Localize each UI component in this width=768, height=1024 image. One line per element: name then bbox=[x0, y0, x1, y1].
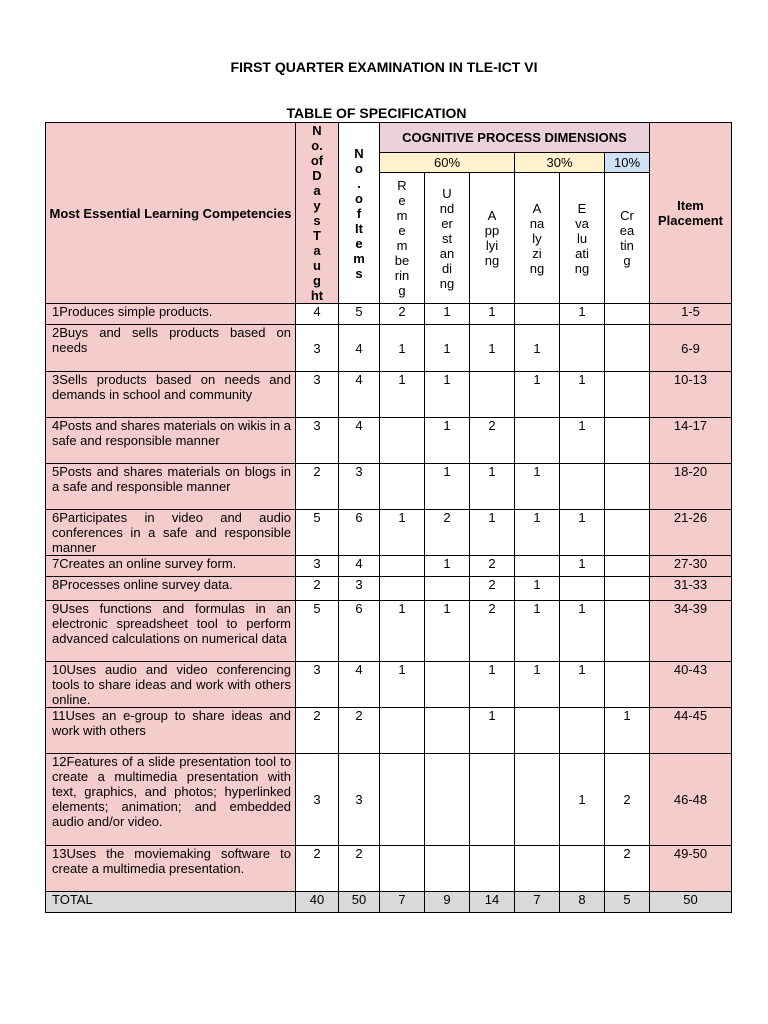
table-row bbox=[46, 372, 732, 418]
total-cre: 5 bbox=[605, 892, 650, 913]
items-cell: 3 bbox=[339, 464, 380, 510]
ana-cell bbox=[515, 708, 560, 754]
competency-cell: 2Buys and sells products based on needs bbox=[46, 325, 296, 372]
app-cell: 2 bbox=[470, 601, 515, 662]
items-cell: 5 bbox=[339, 304, 380, 325]
rem-cell bbox=[380, 754, 425, 846]
days-cell: 3 bbox=[296, 556, 339, 577]
eva-cell bbox=[560, 708, 605, 754]
rem-cell bbox=[380, 556, 425, 577]
table-row bbox=[46, 601, 732, 662]
ana-cell bbox=[515, 304, 560, 325]
table-row bbox=[46, 846, 732, 892]
competency-cell: 4Posts and shares materials on wikis in a safe and responsible manner bbox=[46, 418, 296, 464]
rem-cell bbox=[380, 708, 425, 754]
cre-cell bbox=[605, 662, 650, 708]
days-cell: 5 bbox=[296, 510, 339, 556]
items-cell: 6 bbox=[339, 601, 380, 662]
placement-cell: 40-43 bbox=[650, 662, 732, 708]
total-ana: 7 bbox=[515, 892, 560, 913]
eva-cell bbox=[560, 464, 605, 510]
days-cell: 2 bbox=[296, 464, 339, 510]
days-cell: 5 bbox=[296, 601, 339, 662]
header-days-taught: N o. of D a y s T a u g ht bbox=[296, 123, 339, 304]
app-cell bbox=[470, 754, 515, 846]
ana-cell: 1 bbox=[515, 662, 560, 708]
und-cell: 1 bbox=[425, 464, 470, 510]
rem-cell: 1 bbox=[380, 372, 425, 418]
cre-cell bbox=[605, 304, 650, 325]
header-pct-60: 60% bbox=[380, 153, 515, 173]
items-cell: 2 bbox=[339, 708, 380, 754]
app-cell: 1 bbox=[470, 662, 515, 708]
app-cell: 1 bbox=[470, 464, 515, 510]
und-cell: 1 bbox=[425, 325, 470, 372]
total-rem: 7 bbox=[380, 892, 425, 913]
items-cell: 3 bbox=[339, 754, 380, 846]
items-cell: 4 bbox=[339, 372, 380, 418]
und-cell bbox=[425, 754, 470, 846]
header-creating: Cr ea tin g bbox=[605, 173, 650, 304]
placement-cell: 44-45 bbox=[650, 708, 732, 754]
competency-cell: 10Uses audio and video conferencing tools to share ideas and work with others online. bbox=[46, 662, 296, 708]
specification-table bbox=[45, 122, 732, 913]
eva-cell bbox=[560, 577, 605, 601]
app-cell bbox=[470, 846, 515, 892]
total-placement: 50 bbox=[650, 892, 732, 913]
app-cell: 2 bbox=[470, 577, 515, 601]
header-understanding: U nd er st an di ng bbox=[425, 173, 470, 304]
competency-cell: 9Uses functions and formulas in an electronic spreadsheet tool to perform advanced calculations on numerical data bbox=[46, 601, 296, 662]
und-cell: 1 bbox=[425, 601, 470, 662]
placement-cell: 10-13 bbox=[650, 372, 732, 418]
placement-cell: 18-20 bbox=[650, 464, 732, 510]
total-label: TOTAL bbox=[46, 892, 296, 913]
days-cell: 3 bbox=[296, 662, 339, 708]
header-evaluating: E va lu ati ng bbox=[560, 173, 605, 304]
ana-cell bbox=[515, 418, 560, 464]
items-cell: 4 bbox=[339, 662, 380, 708]
app-cell: 1 bbox=[470, 325, 515, 372]
eva-cell: 1 bbox=[560, 754, 605, 846]
eva-cell: 1 bbox=[560, 662, 605, 708]
table-subtitle: TABLE OF SPECIFICATION bbox=[286, 105, 467, 121]
rem-cell: 1 bbox=[380, 325, 425, 372]
competency-cell: 12Features of a slide presentation tool to create a multimedia presentation with text, graphics, and photos; hyperlinked elements; animation; and embedded audio and/or video. bbox=[46, 754, 296, 846]
total-eva: 8 bbox=[560, 892, 605, 913]
und-cell bbox=[425, 708, 470, 754]
und-cell: 1 bbox=[425, 418, 470, 464]
ana-cell bbox=[515, 754, 560, 846]
und-cell: 2 bbox=[425, 510, 470, 556]
rem-cell: 1 bbox=[380, 662, 425, 708]
cre-cell bbox=[605, 601, 650, 662]
eva-cell: 1 bbox=[560, 601, 605, 662]
competency-cell: 3Sells products based on needs and demands in school and community bbox=[46, 372, 296, 418]
total-days: 40 bbox=[296, 892, 339, 913]
table-row bbox=[46, 304, 732, 325]
eva-cell bbox=[560, 325, 605, 372]
cre-cell: 1 bbox=[605, 708, 650, 754]
competency-cell: 8Processes online survey data. bbox=[46, 577, 296, 601]
und-cell: 1 bbox=[425, 372, 470, 418]
cre-cell: 2 bbox=[605, 846, 650, 892]
header-no-of-items: N o . o f It e m s bbox=[339, 123, 380, 304]
total-row bbox=[46, 892, 732, 913]
app-cell bbox=[470, 372, 515, 418]
cre-cell bbox=[605, 325, 650, 372]
und-cell: 1 bbox=[425, 556, 470, 577]
header-competencies: Most Essential Learning Competencies bbox=[46, 123, 296, 304]
placement-cell: 49-50 bbox=[650, 846, 732, 892]
placement-cell: 1-5 bbox=[650, 304, 732, 325]
table-row bbox=[46, 510, 732, 556]
header-item-placement: Item Placement bbox=[650, 123, 732, 304]
und-cell: 1 bbox=[425, 304, 470, 325]
days-cell: 3 bbox=[296, 418, 339, 464]
table-row bbox=[46, 325, 732, 372]
placement-cell: 14-17 bbox=[650, 418, 732, 464]
table-row bbox=[46, 577, 732, 601]
cre-cell bbox=[605, 577, 650, 601]
app-cell: 2 bbox=[470, 556, 515, 577]
days-cell: 2 bbox=[296, 708, 339, 754]
placement-cell: 46-48 bbox=[650, 754, 732, 846]
app-cell: 1 bbox=[470, 510, 515, 556]
app-cell: 2 bbox=[470, 418, 515, 464]
ana-cell: 1 bbox=[515, 464, 560, 510]
ana-cell: 1 bbox=[515, 601, 560, 662]
total-app: 14 bbox=[470, 892, 515, 913]
competency-cell: 11Uses an e-group to share ideas and work with others bbox=[46, 708, 296, 754]
total-items: 50 bbox=[339, 892, 380, 913]
table-row bbox=[46, 464, 732, 510]
days-cell: 2 bbox=[296, 846, 339, 892]
cre-cell bbox=[605, 510, 650, 556]
items-cell: 4 bbox=[339, 418, 380, 464]
cre-cell bbox=[605, 372, 650, 418]
header-applying: A pp lyi ng bbox=[470, 173, 515, 304]
days-cell: 3 bbox=[296, 325, 339, 372]
header-analyzing: A na ly zi ng bbox=[515, 173, 560, 304]
eva-cell: 1 bbox=[560, 304, 605, 325]
days-cell: 2 bbox=[296, 577, 339, 601]
rem-cell: 1 bbox=[380, 601, 425, 662]
rem-cell: 2 bbox=[380, 304, 425, 325]
days-cell: 4 bbox=[296, 304, 339, 325]
competency-cell: 13Uses the moviemaking software to create a multimedia presentation. bbox=[46, 846, 296, 892]
ana-cell: 1 bbox=[515, 577, 560, 601]
table-row bbox=[46, 556, 732, 577]
items-cell: 2 bbox=[339, 846, 380, 892]
rem-cell bbox=[380, 418, 425, 464]
page-title: FIRST QUARTER EXAMINATION IN TLE-ICT VI bbox=[230, 59, 538, 75]
header-pct-10: 10% bbox=[605, 153, 650, 173]
eva-cell bbox=[560, 846, 605, 892]
placement-cell: 31-33 bbox=[650, 577, 732, 601]
eva-cell: 1 bbox=[560, 418, 605, 464]
items-cell: 4 bbox=[339, 325, 380, 372]
und-cell bbox=[425, 577, 470, 601]
header-pct-30: 30% bbox=[515, 153, 605, 173]
rem-cell: 1 bbox=[380, 510, 425, 556]
total-und: 9 bbox=[425, 892, 470, 913]
table-row bbox=[46, 662, 732, 708]
table-row bbox=[46, 418, 732, 464]
ana-cell bbox=[515, 556, 560, 577]
header-cognitive-dimensions: COGNITIVE PROCESS DIMENSIONS bbox=[380, 123, 650, 153]
rem-cell bbox=[380, 846, 425, 892]
competency-cell: 6Participates in video and audio conferences in a safe and responsible manner bbox=[46, 510, 296, 556]
items-cell: 4 bbox=[339, 556, 380, 577]
competency-cell: 5Posts and shares materials on blogs in a safe and responsible manner bbox=[46, 464, 296, 510]
eva-cell: 1 bbox=[560, 372, 605, 418]
competency-cell: 7Creates an online survey form. bbox=[46, 556, 296, 577]
app-cell: 1 bbox=[470, 708, 515, 754]
ana-cell: 1 bbox=[515, 510, 560, 556]
table-row bbox=[46, 754, 732, 846]
und-cell bbox=[425, 846, 470, 892]
und-cell bbox=[425, 662, 470, 708]
days-cell: 3 bbox=[296, 754, 339, 846]
ana-cell bbox=[515, 846, 560, 892]
ana-cell: 1 bbox=[515, 372, 560, 418]
competency-cell: 1Produces simple products. bbox=[46, 304, 296, 325]
app-cell: 1 bbox=[470, 304, 515, 325]
rem-cell bbox=[380, 464, 425, 510]
placement-cell: 27-30 bbox=[650, 556, 732, 577]
placement-cell: 21-26 bbox=[650, 510, 732, 556]
eva-cell: 1 bbox=[560, 510, 605, 556]
rem-cell bbox=[380, 577, 425, 601]
placement-cell: 6-9 bbox=[650, 325, 732, 372]
cre-cell bbox=[605, 464, 650, 510]
ana-cell: 1 bbox=[515, 325, 560, 372]
eva-cell: 1 bbox=[560, 556, 605, 577]
items-cell: 6 bbox=[339, 510, 380, 556]
header-remembering: R e m e m be rin g bbox=[380, 173, 425, 304]
days-cell: 3 bbox=[296, 372, 339, 418]
cre-cell bbox=[605, 556, 650, 577]
table-row bbox=[46, 708, 732, 754]
items-cell: 3 bbox=[339, 577, 380, 601]
cre-cell: 2 bbox=[605, 754, 650, 846]
placement-cell: 34-39 bbox=[650, 601, 732, 662]
cre-cell bbox=[605, 418, 650, 464]
